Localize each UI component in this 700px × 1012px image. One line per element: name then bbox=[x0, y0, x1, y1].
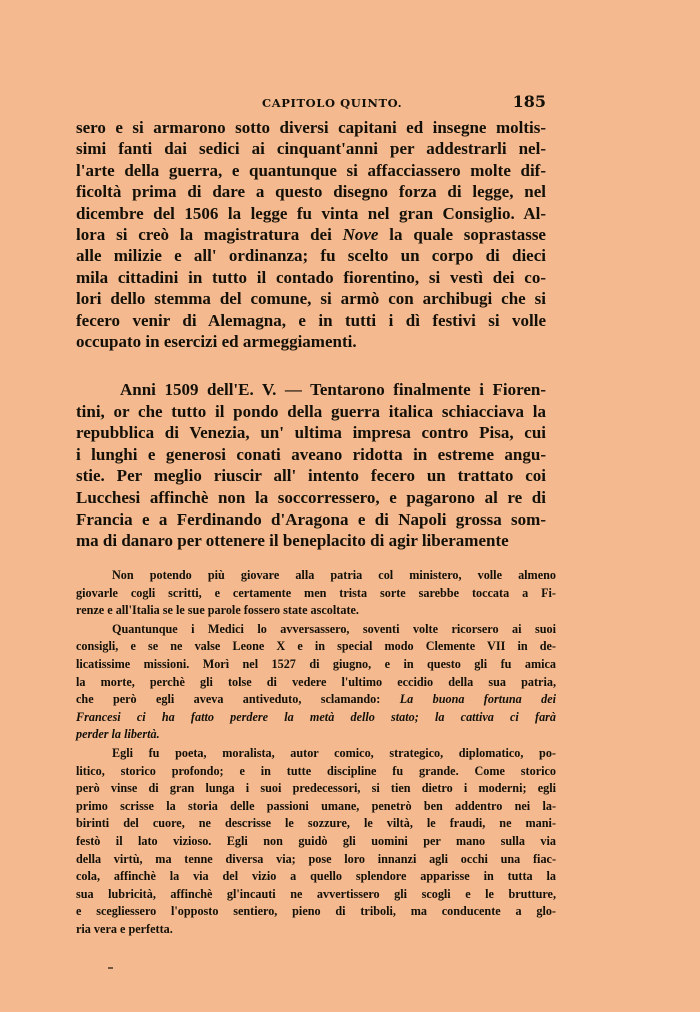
note2-line: che però egli aveva antiveduto, sclamando: La buona fortuna dei bbox=[76, 692, 556, 707]
note3-line: e scegliessero l'opposto sentiero, pieno di triboli, ma conducente a glo- bbox=[76, 904, 556, 919]
note2-line bbox=[76, 727, 556, 742]
para1-line: alle milizie e all' ordinanza; fu scelto un corpo di dieci bbox=[76, 246, 546, 266]
note2-line: Quantunque i Medici lo avversassero, soventi volte ricorsero ai suoi bbox=[112, 621, 556, 636]
running-title: CAPITOLO QUINTO. bbox=[262, 96, 403, 110]
para1-line: mila cittadini in tutto il contado fiorentino, si vestì dei co- bbox=[76, 267, 546, 287]
note1-line: giovarle cogli scritti, e certamente men trista sorte sarebbe toccata a Fi- bbox=[76, 585, 556, 600]
note3-line: festò il lato vizioso. Egli non guidò gli uomini per mano sulla via bbox=[76, 834, 556, 848]
para2-line: ma di danaro per ottenere il beneplacito di agir liberamente bbox=[76, 531, 509, 551]
note3-line: della virtù, ma tenne diversa via; pose loro innanzi agli occhi una fiac- bbox=[76, 851, 556, 866]
note2-line: la morte, perchè gli tolse di vedere l'ultimo eccidio della sua patria, bbox=[76, 674, 556, 689]
para2-line: repubblica di Venezia, un' ultima impresa contro Pisa, cui bbox=[76, 423, 546, 443]
para2-line: tini, or che tutto il pondo della guerra italica schiacciava la bbox=[76, 401, 546, 421]
note3-line: litico, storico profondo; e in tutte discipline fu grande. Come storico bbox=[76, 763, 556, 778]
para2-line: i lunghi e generosi conati aveano ridotta in estreme angu- bbox=[76, 444, 546, 464]
italic-span: Francesi ci ha fatto perdere la metà dello stato; la cattiva ci farà bbox=[76, 709, 556, 724]
note3-line: sua lubricità, affinchè gl'incauti ne avvertissero gli scogli e le brutture, bbox=[76, 886, 556, 901]
para1-line: sero e si armarono sotto diversi capitani ed insegne moltis- bbox=[76, 118, 546, 137]
italic-span: La buona fortuna dei bbox=[399, 692, 556, 707]
page-number: 185 bbox=[512, 92, 546, 111]
note1-line: Non potendo più giovare alla patria col ministero, volle almeno bbox=[112, 568, 556, 582]
note3-line: birinti del cuore, ne descrisse le sozzure, le viltà, le fraudi, ne mani- bbox=[76, 816, 556, 831]
para2-line: Anni 1509 dell'E. V. — Tentarono finalmente i Fioren- bbox=[120, 380, 546, 399]
ink-mark bbox=[108, 967, 113, 969]
note1-line: renze e all'Italia se le sue parole fossero state ascoltate. bbox=[76, 603, 359, 618]
para1-line: lori dello stemma del comune, si armò con archibugi che si bbox=[76, 289, 546, 309]
para1-line: simi fanti dai sedici ai cinquant'anni per addestrarli nel- bbox=[76, 139, 546, 159]
para1-line: ficoltà prima di dare a questo disegno forza di legge, nel bbox=[76, 182, 546, 202]
note2-line: consigli, e se ne valse Leone X e in special modo Clemente VII in de- bbox=[76, 639, 556, 654]
para2-line: Francia e a Ferdinando d'Aragona e di Napoli grossa som- bbox=[76, 509, 546, 529]
para2-line: Lucchesi affinchè non la soccorressero, e pagarono al re di bbox=[76, 488, 546, 507]
note3-line: cola, affinchè la via del vizio a quello splendore apparisse in tutta la bbox=[76, 869, 556, 884]
note3-line: ria vera e perfetta. bbox=[76, 922, 173, 936]
note3-line: primo scrisse la storia delle passioni umane, penetrò ben addentro nei la- bbox=[76, 798, 556, 813]
note3-line: però vinse di gran lunga i suoi predecessori, si tien dietro i moderni; egli bbox=[76, 781, 556, 796]
para2-line: stie. Per meglio riuscir all' intento fecero un trattato coi bbox=[76, 466, 546, 486]
para1-line: lora si creò la magistratura dei Nove la quale soprastasse bbox=[76, 225, 546, 244]
para1-line: occupato in esercizi ed armeggiamenti. bbox=[76, 332, 357, 351]
italic-span: perder la libertà. bbox=[76, 727, 160, 742]
note3-line: Egli fu poeta, moralista, autor comico, strategico, diplomatico, po- bbox=[112, 746, 556, 760]
note2-line bbox=[76, 710, 556, 725]
italic-span: Nove bbox=[342, 225, 379, 244]
para1-line: l'arte della guerra, e quantunque si affacciassero molte dif- bbox=[76, 160, 546, 180]
note2-line: licatissime missioni. Morì nel 1527 di giugno, e in questo gli fu amica bbox=[76, 657, 556, 671]
page-header bbox=[76, 92, 546, 114]
para1-line: dicembre del 1506 la legge fu vinta nel gran Consiglio. Al- bbox=[76, 203, 546, 223]
para1-line: fecero venir di Alemagna, e in tutti i dì festivi si volle bbox=[76, 310, 546, 330]
